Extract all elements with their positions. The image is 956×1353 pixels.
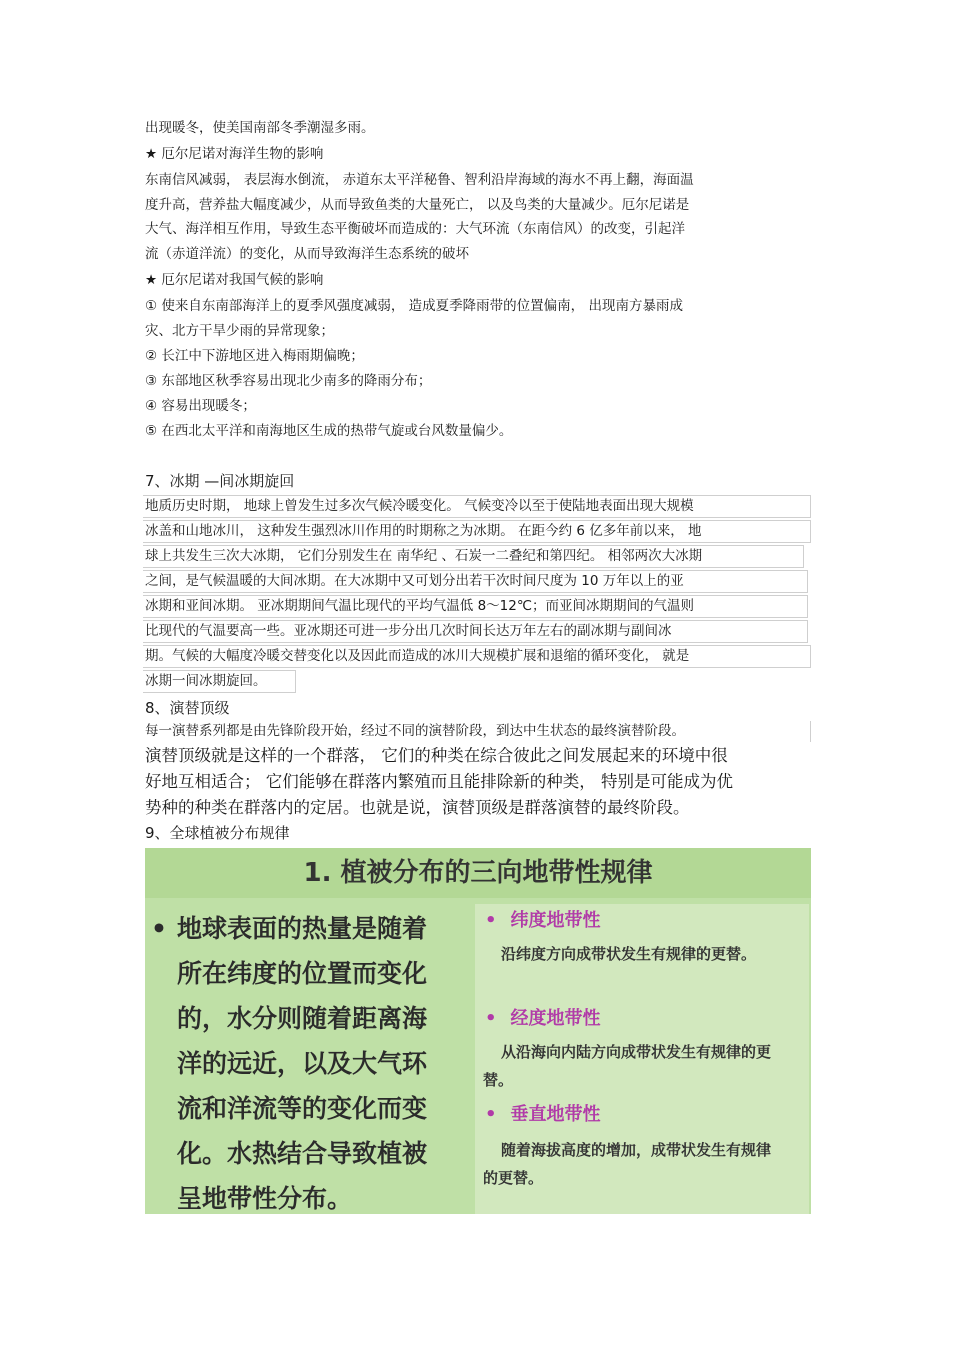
slide-left-line: 所在纬度的位置而变化 xyxy=(177,959,428,988)
list-item: ② 长江中下游地区进入梅雨期偏晚； xyxy=(145,348,364,364)
list-item: ④ 容易出现暖冬； xyxy=(145,398,256,414)
list-item: ① 使来自东南部海洋上的夏季风强度减弱， 造成夏季降雨带的位置偏南， 出现南方暴雨成 xyxy=(145,298,683,314)
section8-big-line: 好地互相适合； 它们能够在群落内繁殖而且能排除新的种类， 特别是可能成为优 xyxy=(145,772,733,791)
intro-line: 流（赤道洋流）的变化，从而导致海洋生态系统的破坏 xyxy=(145,246,469,262)
section8-line: 每一演替系列都是由先锋阶段开始，经过不同的演替阶段，到达中生状态的最终演替阶段。 xyxy=(145,723,685,739)
vertical-zonality-desc: 随着海拔高度的增加，成带状发生有规律的更替。 xyxy=(483,1141,772,1187)
intro-line: 出现暖冬，使美国南部冬季潮湿多雨。 xyxy=(145,120,375,136)
slide-left-line: 的，水分则随着距离海 xyxy=(177,1004,428,1033)
list-item: ⑤ 在西北太平洋和南海地区生成的热带气旋或台风数量偏少。 xyxy=(145,423,513,439)
slide-left-line: 呈地带性分布。 xyxy=(177,1184,353,1213)
longitude-zonality-title: • 经度地带性 xyxy=(485,1008,601,1029)
vertical-zonality-title: • 垂直地带性 xyxy=(485,1104,601,1125)
intro-line: 大气、海洋相互作用，导致生态平衡破坏而造成的：大气环流（东南信风）的改变，引起洋 xyxy=(145,221,685,237)
bullet-icon: • xyxy=(485,910,497,931)
intro-heading-marine: ★ 厄尔尼诺对海洋生物的影响 xyxy=(145,146,324,162)
slide-left-line: 地球表面的热量是随着 xyxy=(177,914,428,943)
section7-line: 冰盖和山地冰川， 这种发生强烈冰川作用的时期称之为冰期。 在距今约 6 亿多年前以来， 地 xyxy=(145,523,702,539)
section8-big-line: 演替顶级就是这样的一个群落， 它们的种类在综合彼此之间发展起来的环境中很 xyxy=(145,746,728,765)
list-item: ③ 东部地区秋季容易出现北少南多的降雨分布； xyxy=(145,373,432,389)
slide-left-line: 化。水热结合导致植被 xyxy=(177,1139,428,1168)
slide-title: 1. 植被分布的三向地带性规律 xyxy=(303,858,653,888)
slide-left-line: 洋的远近，以及大气环 xyxy=(177,1049,428,1078)
bullet-icon: • xyxy=(485,1008,497,1029)
section7-line: 期。气候的大幅度冷暖交替变化以及因此而造成的冰川大规模扩展和退缩的循环变化， 就是 xyxy=(145,648,690,664)
vegetation-slide xyxy=(145,848,811,1214)
section7-heading: 7、冰期 —间冰期旋回 xyxy=(145,472,295,490)
section7-line: 球上共发生三次大冰期， 它们分别发生在 南华纪 、石炭一二叠纪和第四纪。 相邻两次大冰期 xyxy=(145,548,703,564)
longitude-zonality-desc: 从沿海向内陆方向成带状发生有规律的更替。 xyxy=(483,1043,772,1089)
intro-line: 东南信风减弱， 表层海水倒流， 赤道东太平洋秘鲁、智利沿岸海域的海水不再上翻，海面温 xyxy=(145,172,694,188)
section7-line: 地质历史时期， 地球上曾发生过多次气候冷暖变化。 气候变冷以至于使陆地表面出现大规模 xyxy=(145,498,694,514)
section7-line: 之间，是气候温暖的大间冰期。在大冰期中又可划分出若干次时间尺度为 10 万年以上的亚 xyxy=(145,573,684,589)
slide-left-text xyxy=(151,906,471,1214)
section7-line: 比现代的气温要高一些。亚冰期还可进一步分出几次时间长达万年左右的副冰期与副间冰 xyxy=(145,623,672,639)
intro-heading-china: ★ 厄尔尼诺对我国气候的影响 xyxy=(145,272,324,288)
bullet-icon: • xyxy=(151,914,167,943)
bullet-icon: • xyxy=(485,1104,497,1125)
slide-left-line: 流和洋流等的变化而变 xyxy=(177,1094,428,1123)
section8-big-line: 势种的种类在群落内的定居。也就是说，演替顶级是群落演替的最终阶段。 xyxy=(145,798,690,817)
section9-heading: 9、全球植被分布规律 xyxy=(145,824,290,842)
latitude-zonality-desc: 沿纬度方向成带状发生有规律的更替。 xyxy=(501,945,757,963)
section8-heading: 8、演替顶级 xyxy=(145,699,230,717)
latitude-zonality-title: • 纬度地带性 xyxy=(485,910,601,931)
list-item-cont: 灾、北方干旱少雨的异常现象； xyxy=(145,323,334,339)
section7-line: 冰期和亚间冰期。 亚冰期期间气温比现代的平均气温低 8～12℃；而亚间冰期期间的气温则 xyxy=(145,598,695,614)
intro-line: 度升高，营养盐大幅度减少，从而导致鱼类的大量死亡， 以及鸟类的大量减少。厄尔尼诺是 xyxy=(145,197,690,213)
section7-line: 冰期一间冰期旋回。 xyxy=(145,673,267,689)
slide-right-panel xyxy=(475,904,809,1214)
